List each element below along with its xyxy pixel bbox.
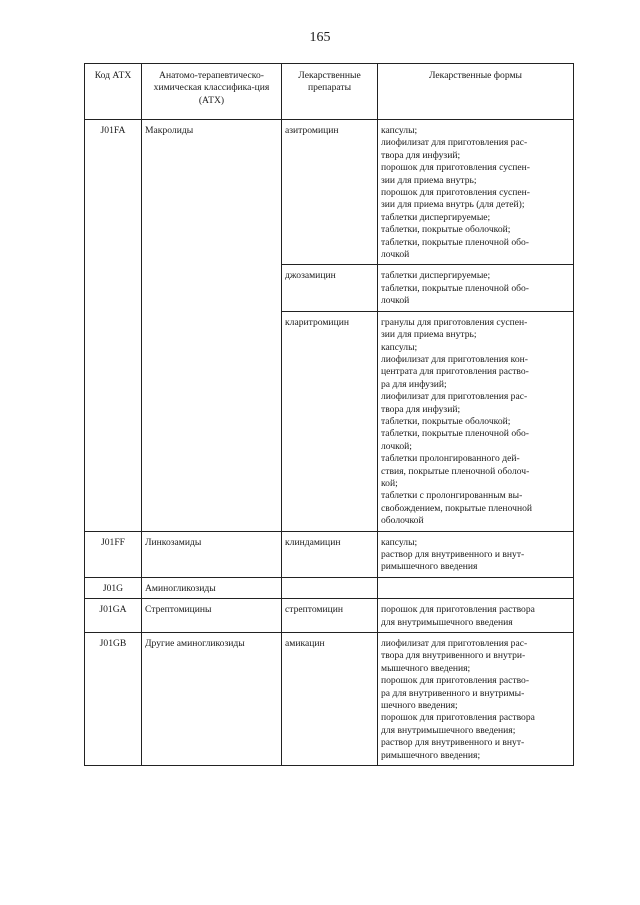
dosage-form-line: раствор для внутривенного и внут- (381, 737, 525, 749)
dosage-form-line: зии для приема внутрь (для детей); (381, 199, 525, 211)
dosage-form-line: таблетки диспергируемые; (381, 211, 491, 223)
dosage-form-line: таблетки, покрытые оболочкой; (381, 224, 511, 236)
table-row (85, 633, 574, 766)
table-row (85, 531, 574, 577)
dosage-form-line: лочкой; (381, 440, 412, 452)
dosage-form-line: кой; (381, 477, 398, 489)
dosage-form-line: лиофилизат для приготовления рас- (381, 137, 528, 149)
classification-cell: Стрептомицины (142, 599, 282, 633)
dosage-form-line: таблетки пролонгированного дей- (381, 453, 520, 465)
dosage-form-line: для внутримышечного введения; (381, 724, 516, 736)
dosage-form-line: зии для приема внутрь; (381, 329, 477, 341)
drug-cell: стрептомицин (282, 599, 378, 633)
dosage-forms-cell (378, 577, 574, 598)
dosage-forms-cell (378, 265, 574, 311)
header-atc-classification: Анатомо-терапевтическо-химическая классифика-ция (АТХ) (142, 64, 282, 120)
header-drugs: Лекарственные препараты (282, 64, 378, 120)
dosage-form-line: мышечного введения; (381, 662, 471, 674)
drug-cell: кларитромицин (282, 311, 378, 531)
dosage-form-line: таблетки с пролонгированным вы- (381, 490, 523, 502)
table-header-row (85, 64, 574, 120)
dosage-form-line: таблетки диспергируемые; (381, 270, 491, 282)
dosage-form-line: порошок для приготовления суспен- (381, 187, 530, 199)
atc-code-cell: J01GB (85, 633, 142, 766)
dosage-form-line: ствия, покрытые пленочной оболоч- (381, 465, 530, 477)
dosage-form-line: центрата для приготовления раство- (381, 366, 529, 378)
classification-cell: Другие аминогликозиды (142, 633, 282, 766)
header-dosage-forms: Лекарственные формы (378, 64, 574, 120)
dosage-form-line: ра для инфузий; (381, 378, 447, 390)
dosage-form-line: капсулы; (381, 536, 418, 548)
dosage-form-line: ра для внутривенного и внутримы- (381, 687, 525, 699)
classification-cell: Аминогликозиды (142, 577, 282, 598)
drug-cell: джозамицин (282, 265, 378, 311)
dosage-forms-cell (378, 531, 574, 577)
dosage-forms-cell (378, 120, 574, 265)
dosage-form-line: шечного введения; (381, 700, 458, 712)
drug-cell: клиндамицин (282, 531, 378, 577)
classification-cell: Макролиды (142, 120, 282, 532)
header-atc-code: Код АТХ (85, 64, 142, 120)
drug-cell (282, 577, 378, 598)
table-row (85, 577, 574, 598)
table-body (85, 120, 574, 766)
dosage-form-line: лиофилизат для приготовления кон- (381, 353, 528, 365)
dosage-form-line: твора для инфузий; (381, 149, 461, 161)
atc-code-cell: J01GA (85, 599, 142, 633)
classification-cell: Линкозамиды (142, 531, 282, 577)
table-row (85, 120, 574, 265)
dosage-form-line: лочкой (381, 249, 410, 261)
dosage-form-line: порошок для приготовления раствора (381, 712, 535, 724)
dosage-forms-cell (378, 311, 574, 531)
dosage-form-line: зии для приема внутрь; (381, 174, 477, 186)
dosage-form-line: порошок для приготовления суспен- (381, 162, 530, 174)
dosage-form-line: гранулы для приготовления суспен- (381, 316, 528, 328)
dosage-form-line: порошок для приготовления раство- (381, 675, 530, 687)
dosage-form-line: римышечного введения; (381, 749, 481, 761)
dosage-form-line: таблетки, покрытые пленочной обо- (381, 282, 529, 294)
dosage-form-line: твора для внутривенного и внутри- (381, 650, 526, 662)
dosage-form-line: для внутримышечного введения (381, 616, 513, 628)
dosage-form-line: твора для инфузий; (381, 403, 461, 415)
dosage-form-line: оболочкой (381, 515, 424, 527)
dosage-form-line: лочкой (381, 295, 410, 307)
atc-code-cell: J01FF (85, 531, 142, 577)
dosage-form-line: свобождением, покрытые пленочной (381, 502, 533, 514)
dosage-form-line: таблетки, покрытые пленочной обо- (381, 428, 529, 440)
dosage-form-line: лиофилизат для приготовления рас- (381, 638, 528, 650)
dosage-form-line: римышечного введения (381, 561, 478, 573)
dosage-form-line: капсулы; (381, 341, 418, 353)
drug-cell: азитромицин (282, 120, 378, 265)
dosage-form-line: таблетки, покрытые оболочкой; (381, 415, 511, 427)
dosage-forms-cell (378, 599, 574, 633)
page-number: 165 (309, 30, 331, 45)
drug-cell: амикацин (282, 633, 378, 766)
dosage-form-line: порошок для приготовления раствора (381, 604, 535, 616)
dosage-form-line: капсулы; (381, 125, 418, 136)
dosage-form-line: таблетки, покрытые пленочной обо- (381, 236, 529, 248)
dosage-forms-cell (378, 633, 574, 766)
atc-code-cell: J01FA (85, 120, 142, 532)
atc-drug-table (84, 63, 574, 766)
table-row (85, 599, 574, 633)
dosage-form-line: раствор для внутривенного и внут- (381, 549, 525, 560)
atc-code-cell: J01G (85, 577, 142, 598)
dosage-form-line: лиофилизат для приготовления рас- (381, 391, 528, 403)
